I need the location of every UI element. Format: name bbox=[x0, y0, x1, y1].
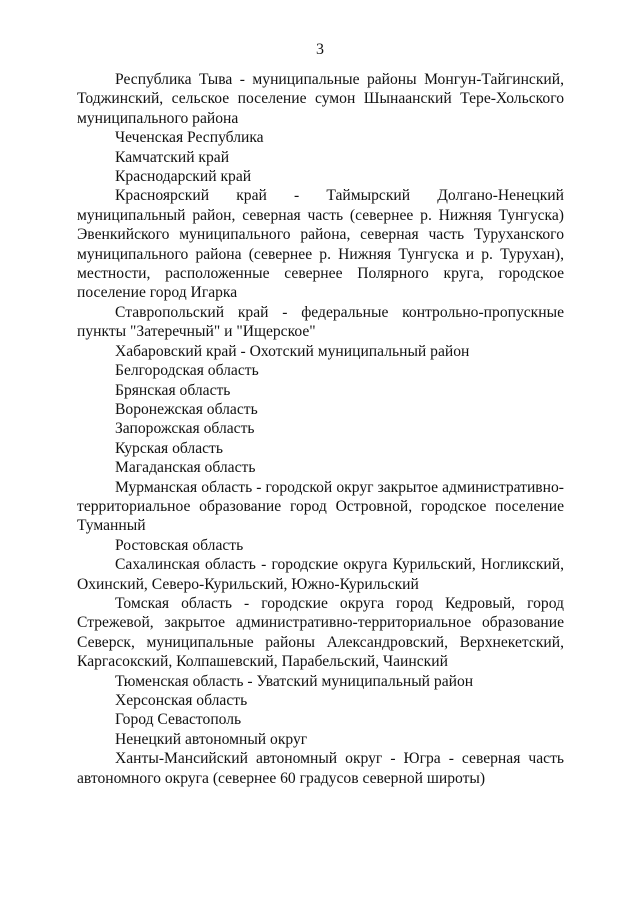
paragraph-belgorod: Белгородская область bbox=[115, 362, 259, 380]
paragraph-nenets: Ненецкий автономный округ bbox=[115, 730, 308, 748]
paragraph-krasnoyarsk: Красноярский край - Таймырский Долгано-Ненецкий муниципальный район, северная часть (севернее р. Нижняя Тунгуска) Эвенкийского муниципального района, северная часть Туруханского муниципального района (севернее р. Нижняя Тунгуска и р. Турухан), местности, расположенные севернее Полярного круга, городское поселение город Игарка bbox=[77, 187, 564, 302]
page-number: 3 bbox=[316, 41, 324, 58]
paragraph-kherson: Херсонская область bbox=[115, 692, 248, 709]
paragraph-khanty-mansi: Ханты-Мансийский автономный округ - Югра - северная часть автономного округа (севернее 60 градусов северной широты) bbox=[77, 750, 564, 787]
paragraph-kursk: Курская область bbox=[115, 439, 223, 457]
paragraph-chechnya: Чеченская Республика bbox=[115, 129, 264, 147]
paragraph-sevastopol: Город Севастополь bbox=[115, 711, 242, 729]
paragraph-voronezh: Воронежская область bbox=[115, 400, 258, 418]
paragraph-tomsk: Томская область - городские округа город Кедровый, город Стрежевой, закрытое административно-территориальное образование Северск, муниципальные районы Александровский, Верхнекетский, Каргасокский, Колпашевский, Парабельский, Чаинский bbox=[77, 594, 564, 671]
document-body bbox=[77, 70, 564, 788]
paragraph-tyva: Республика Тыва - муниципальные районы Монгун-Тайгинский, Тоджинский, сельское поселение сумон Шынаанский Тере-Хольского муниципального района bbox=[77, 71, 564, 127]
paragraph-murmansk: Мурманская область - городской округ закрытое административно-территориальное образование город Островной, городское поселение Туманный bbox=[77, 478, 564, 535]
paragraph-zaporozhye: Запорожская область bbox=[115, 420, 255, 438]
paragraph-khabarovsk: Хабаровский край - Охотский муниципальный район bbox=[115, 342, 470, 360]
paragraph-rostov: Ростовская область bbox=[115, 536, 244, 554]
paragraph-tyumen: Тюменская область - Уватский муниципальный район bbox=[115, 672, 474, 690]
paragraph-magadan: Магаданская область bbox=[115, 459, 256, 477]
paragraph-sakhalin: Сахалинская область - городские округа Курильский, Ногликский, Охинский, Северо-Курильский, Южно-Курильский bbox=[77, 556, 564, 593]
paragraph-bryansk: Брянская область bbox=[115, 381, 231, 399]
paragraph-krasnodar: Краснодарский край bbox=[115, 168, 252, 186]
paragraph-stavropol: Ставропольский край - федеральные контрольно-пропускные пункты "Затеречный" и "Ищерское" bbox=[77, 303, 564, 341]
paragraph-kamchatka: Камчатский край bbox=[115, 148, 230, 166]
